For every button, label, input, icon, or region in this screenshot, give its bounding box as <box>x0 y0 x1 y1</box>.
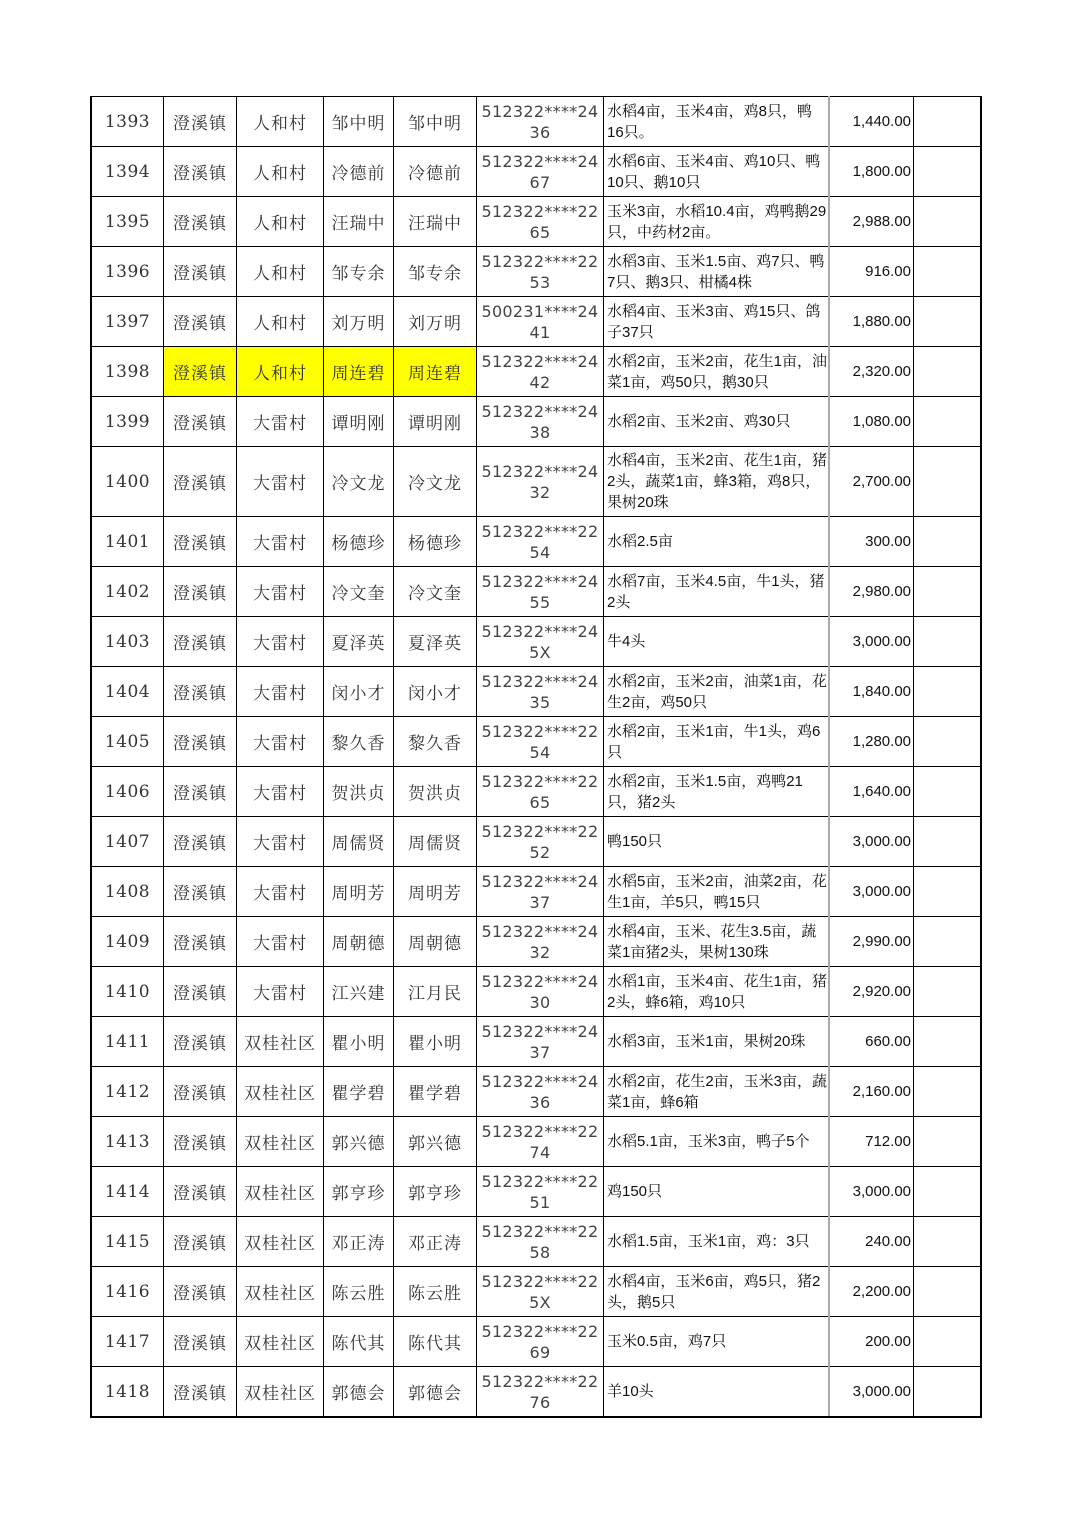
payee-name-cell: 瞿小明 <box>394 1017 477 1067</box>
remark-cell <box>914 347 982 397</box>
table-row <box>91 1217 981 1267</box>
town-cell: 澄溪镇 <box>164 1017 237 1067</box>
town-cell: 澄溪镇 <box>164 1317 237 1367</box>
subsidy-amount-cell: 3,000.00 <box>829 1167 914 1217</box>
village-cell: 双桂社区 <box>237 1017 324 1067</box>
id-number-cell: 512322****2436 <box>477 1067 604 1117</box>
payee-name-cell: 周儒贤 <box>394 817 477 867</box>
town-cell: 澄溪镇 <box>164 717 237 767</box>
remark-cell <box>914 1117 982 1167</box>
remark-cell <box>914 867 982 917</box>
table-row <box>91 297 981 347</box>
town-cell: 澄溪镇 <box>164 1367 237 1418</box>
remark-cell <box>914 1267 982 1317</box>
town-cell: 澄溪镇 <box>164 97 237 147</box>
remark-cell <box>914 717 982 767</box>
payee-name-cell: 瞿学碧 <box>394 1067 477 1117</box>
household-name-cell: 刘万明 <box>324 297 394 347</box>
production-description-cell: 羊10头 <box>604 1367 830 1418</box>
household-name-cell: 冷德前 <box>324 147 394 197</box>
production-description-cell: 鸡150只 <box>604 1167 830 1217</box>
village-cell: 双桂社区 <box>237 1117 324 1167</box>
household-name-cell: 杨德珍 <box>324 517 394 567</box>
row-number: 1398 <box>91 347 164 397</box>
town-cell: 澄溪镇 <box>164 1117 237 1167</box>
remark-cell <box>914 1317 982 1367</box>
id-number-cell: 512322****2438 <box>477 397 604 447</box>
payee-name-cell: 邹专余 <box>394 247 477 297</box>
id-number-cell: 500231****2441 <box>477 297 604 347</box>
row-number: 1397 <box>91 297 164 347</box>
town-cell: 澄溪镇 <box>164 197 237 247</box>
table-row <box>91 617 981 667</box>
remark-cell <box>914 397 982 447</box>
id-number-cell: 512322****2437 <box>477 1017 604 1067</box>
subsidy-amount-cell: 3,000.00 <box>829 617 914 667</box>
production-description-cell: 水稻4亩，玉米、花生3.5亩，蔬菜1亩猪2头，果树130珠 <box>604 917 830 967</box>
payee-name-cell: 汪瑞中 <box>394 197 477 247</box>
remark-cell <box>914 1367 982 1418</box>
subsidy-amount-cell: 3,000.00 <box>829 867 914 917</box>
payee-name-cell: 邹中明 <box>394 97 477 147</box>
remark-cell <box>914 617 982 667</box>
production-description-cell: 水稻2亩、玉米2亩、鸡30只 <box>604 397 830 447</box>
row-number: 1408 <box>91 867 164 917</box>
town-cell: 澄溪镇 <box>164 917 237 967</box>
id-number-cell: 512322****2269 <box>477 1317 604 1367</box>
table-row <box>91 1317 981 1367</box>
subsidy-amount-cell: 2,990.00 <box>829 917 914 967</box>
table-row <box>91 767 981 817</box>
production-description-cell: 水稻3亩，玉米1亩，果树20珠 <box>604 1017 830 1067</box>
household-name-cell: 郭兴德 <box>324 1117 394 1167</box>
household-name-cell: 黎久香 <box>324 717 394 767</box>
subsidy-amount-cell: 2,700.00 <box>829 447 914 517</box>
subsidy-amount-cell: 2,980.00 <box>829 567 914 617</box>
village-cell: 双桂社区 <box>237 1217 324 1267</box>
remark-cell <box>914 147 982 197</box>
household-name-cell: 汪瑞中 <box>324 197 394 247</box>
household-name-cell: 谭明刚 <box>324 397 394 447</box>
town-cell: 澄溪镇 <box>164 347 237 397</box>
household-name-cell: 周连碧 <box>324 347 394 397</box>
town-cell: 澄溪镇 <box>164 1167 237 1217</box>
remark-cell <box>914 97 982 147</box>
id-number-cell: 512322****2265 <box>477 767 604 817</box>
remark-cell <box>914 567 982 617</box>
production-description-cell: 水稻1.5亩，玉米1亩，鸡：3只 <box>604 1217 830 1267</box>
payee-name-cell: 黎久香 <box>394 717 477 767</box>
payee-name-cell: 陈云胜 <box>394 1267 477 1317</box>
household-name-cell: 瞿小明 <box>324 1017 394 1067</box>
village-cell: 大雷村 <box>237 517 324 567</box>
table-row <box>91 1117 981 1167</box>
id-number-cell: 512322****2258 <box>477 1217 604 1267</box>
remark-cell <box>914 1167 982 1217</box>
row-number: 1404 <box>91 667 164 717</box>
village-cell: 大雷村 <box>237 817 324 867</box>
town-cell: 澄溪镇 <box>164 397 237 447</box>
town-cell: 澄溪镇 <box>164 567 237 617</box>
production-description-cell: 水稻2.5亩 <box>604 517 830 567</box>
remark-cell <box>914 517 982 567</box>
production-description-cell: 水稻1亩，玉米4亩、花生1亩，猪2头，蜂6箱，鸡10只 <box>604 967 830 1017</box>
remark-cell <box>914 1067 982 1117</box>
table-row <box>91 147 981 197</box>
table-row <box>91 667 981 717</box>
household-name-cell: 闵小才 <box>324 667 394 717</box>
household-name-cell: 冷文龙 <box>324 447 394 517</box>
town-cell: 澄溪镇 <box>164 517 237 567</box>
town-cell: 澄溪镇 <box>164 967 237 1017</box>
id-number-cell: 512322****2467 <box>477 147 604 197</box>
remark-cell <box>914 247 982 297</box>
production-description-cell: 水稻5.1亩，玉米3亩，鸭子5个 <box>604 1117 830 1167</box>
production-description-cell: 玉米3亩，水稻10.4亩，鸡鸭鹅29只，中药材2亩。 <box>604 197 830 247</box>
row-number: 1414 <box>91 1167 164 1217</box>
table-row <box>91 347 981 397</box>
subsidy-amount-cell: 3,000.00 <box>829 817 914 867</box>
production-description-cell: 牛4头 <box>604 617 830 667</box>
table-row <box>91 97 981 147</box>
subsidy-amount-cell: 2,160.00 <box>829 1067 914 1117</box>
village-cell: 人和村 <box>237 347 324 397</box>
payee-name-cell: 谭明刚 <box>394 397 477 447</box>
row-number: 1412 <box>91 1067 164 1117</box>
row-number: 1400 <box>91 447 164 517</box>
table-row <box>91 1167 981 1217</box>
id-number-cell: 512322****2254 <box>477 717 604 767</box>
payee-name-cell: 邓正涛 <box>394 1217 477 1267</box>
payee-name-cell: 周朝德 <box>394 917 477 967</box>
id-number-cell: 512322****2276 <box>477 1367 604 1418</box>
subsidy-amount-cell: 660.00 <box>829 1017 914 1067</box>
town-cell: 澄溪镇 <box>164 617 237 667</box>
row-number: 1415 <box>91 1217 164 1267</box>
row-number: 1410 <box>91 967 164 1017</box>
subsidy-amount-cell: 200.00 <box>829 1317 914 1367</box>
village-cell: 人和村 <box>237 97 324 147</box>
village-cell: 双桂社区 <box>237 1067 324 1117</box>
payee-name-cell: 杨德珍 <box>394 517 477 567</box>
remark-cell <box>914 1217 982 1267</box>
subsidy-amount-cell: 3,000.00 <box>829 1367 914 1418</box>
household-name-cell: 冷文奎 <box>324 567 394 617</box>
row-number: 1396 <box>91 247 164 297</box>
village-cell: 大雷村 <box>237 617 324 667</box>
town-cell: 澄溪镇 <box>164 447 237 517</box>
table-row <box>91 967 981 1017</box>
subsidy-amount-cell: 1,280.00 <box>829 717 914 767</box>
id-number-cell: 512322****2435 <box>477 667 604 717</box>
household-name-cell: 邹中明 <box>324 97 394 147</box>
table-row <box>91 1067 981 1117</box>
town-cell: 澄溪镇 <box>164 1267 237 1317</box>
production-description-cell: 水稻2亩，玉米2亩，花生1亩，油菜1亩，鸡50只，鹅30只 <box>604 347 830 397</box>
payee-name-cell: 闵小才 <box>394 667 477 717</box>
village-cell: 大雷村 <box>237 867 324 917</box>
table-row <box>91 917 981 967</box>
table-row <box>91 1017 981 1067</box>
production-description-cell: 水稻4亩，玉米2亩、花生1亩，猪2头，蔬菜1亩，蜂3箱，鸡8只，果树20珠 <box>604 447 830 517</box>
id-number-cell: 512322****2252 <box>477 817 604 867</box>
subsidy-amount-cell: 300.00 <box>829 517 914 567</box>
payee-name-cell: 江月民 <box>394 967 477 1017</box>
table-row <box>91 517 981 567</box>
subsidy-amount-cell: 2,200.00 <box>829 1267 914 1317</box>
household-name-cell: 周儒贤 <box>324 817 394 867</box>
remark-cell <box>914 667 982 717</box>
town-cell: 澄溪镇 <box>164 247 237 297</box>
id-number-cell: 512322****225X <box>477 1267 604 1317</box>
id-number-cell: 512322****2430 <box>477 967 604 1017</box>
village-cell: 大雷村 <box>237 717 324 767</box>
village-cell: 双桂社区 <box>237 1167 324 1217</box>
household-name-cell: 周朝德 <box>324 917 394 967</box>
household-name-cell: 周明芳 <box>324 867 394 917</box>
subsidy-amount-cell: 1,080.00 <box>829 397 914 447</box>
id-number-cell: 512322****2442 <box>477 347 604 397</box>
id-number-cell: 512322****2432 <box>477 917 604 967</box>
table-row <box>91 197 981 247</box>
village-cell: 人和村 <box>237 297 324 347</box>
table-row <box>91 397 981 447</box>
id-number-cell: 512322****2455 <box>477 567 604 617</box>
production-description-cell: 鸭150只 <box>604 817 830 867</box>
village-cell: 大雷村 <box>237 397 324 447</box>
payee-name-cell: 陈代其 <box>394 1317 477 1367</box>
subsidy-amount-cell: 1,840.00 <box>829 667 914 717</box>
household-name-cell: 瞿学碧 <box>324 1067 394 1117</box>
table-row <box>91 1367 981 1418</box>
row-number: 1416 <box>91 1267 164 1317</box>
village-cell: 双桂社区 <box>237 1317 324 1367</box>
id-number-cell: 512322****2436 <box>477 97 604 147</box>
remark-cell <box>914 197 982 247</box>
subsidy-amount-cell: 712.00 <box>829 1117 914 1167</box>
remark-cell <box>914 1017 982 1067</box>
village-cell: 双桂社区 <box>237 1367 324 1418</box>
payee-name-cell: 夏泽英 <box>394 617 477 667</box>
row-number: 1403 <box>91 617 164 667</box>
row-number: 1417 <box>91 1317 164 1367</box>
village-cell: 大雷村 <box>237 917 324 967</box>
table-row <box>91 567 981 617</box>
row-number: 1405 <box>91 717 164 767</box>
row-number: 1393 <box>91 97 164 147</box>
household-name-cell: 贺洪贞 <box>324 767 394 817</box>
id-number-cell: 512322****2254 <box>477 517 604 567</box>
town-cell: 澄溪镇 <box>164 147 237 197</box>
production-description-cell: 水稻4亩，玉米6亩，鸡5只，猪2头，鹅5只 <box>604 1267 830 1317</box>
town-cell: 澄溪镇 <box>164 1067 237 1117</box>
household-name-cell: 陈代其 <box>324 1317 394 1367</box>
town-cell: 澄溪镇 <box>164 867 237 917</box>
village-cell: 人和村 <box>237 247 324 297</box>
household-name-cell: 郭德会 <box>324 1367 394 1418</box>
subsidy-amount-cell: 2,920.00 <box>829 967 914 1017</box>
production-description-cell: 水稻4亩，玉米4亩，鸡8只，鸭16只。 <box>604 97 830 147</box>
id-number-cell: 512322****2437 <box>477 867 604 917</box>
village-cell: 人和村 <box>237 147 324 197</box>
town-cell: 澄溪镇 <box>164 297 237 347</box>
subsidy-amount-cell: 1,880.00 <box>829 297 914 347</box>
row-number: 1399 <box>91 397 164 447</box>
production-description-cell: 水稻6亩、玉米4亩、鸡10只、鸭10只、鹅10只 <box>604 147 830 197</box>
subsidy-table <box>90 96 982 1418</box>
remark-cell <box>914 767 982 817</box>
table-row <box>91 867 981 917</box>
village-cell: 大雷村 <box>237 567 324 617</box>
subsidy-amount-cell: 240.00 <box>829 1217 914 1267</box>
village-cell: 大雷村 <box>237 447 324 517</box>
id-number-cell: 512322****2251 <box>477 1167 604 1217</box>
household-name-cell: 陈云胜 <box>324 1267 394 1317</box>
production-description-cell: 水稻7亩，玉米4.5亩，牛1头，猪2头 <box>604 567 830 617</box>
village-cell: 大雷村 <box>237 967 324 1017</box>
table-row <box>91 1267 981 1317</box>
village-cell: 双桂社区 <box>237 1267 324 1317</box>
town-cell: 澄溪镇 <box>164 1217 237 1267</box>
subsidy-amount-cell: 1,800.00 <box>829 147 914 197</box>
remark-cell <box>914 917 982 967</box>
table-row <box>91 817 981 867</box>
row-number: 1402 <box>91 567 164 617</box>
subsidy-amount-cell: 1,640.00 <box>829 767 914 817</box>
row-number: 1401 <box>91 517 164 567</box>
id-number-cell: 512322****245X <box>477 617 604 667</box>
payee-name-cell: 郭亨珍 <box>394 1167 477 1217</box>
household-name-cell: 夏泽英 <box>324 617 394 667</box>
remark-cell <box>914 817 982 867</box>
payee-name-cell: 郭兴德 <box>394 1117 477 1167</box>
payee-name-cell: 冷文奎 <box>394 567 477 617</box>
payee-name-cell: 郭德会 <box>394 1367 477 1418</box>
subsidy-amount-cell: 2,320.00 <box>829 347 914 397</box>
production-description-cell: 玉米0.5亩，鸡7只 <box>604 1317 830 1367</box>
town-cell: 澄溪镇 <box>164 767 237 817</box>
remark-cell <box>914 967 982 1017</box>
id-number-cell: 512322****2432 <box>477 447 604 517</box>
town-cell: 澄溪镇 <box>164 817 237 867</box>
production-description-cell: 水稻4亩、玉米3亩、鸡15只、鸽子37只 <box>604 297 830 347</box>
village-cell: 人和村 <box>237 197 324 247</box>
production-description-cell: 水稻2亩，玉米1.5亩，鸡鸭21只，猪2头 <box>604 767 830 817</box>
village-cell: 大雷村 <box>237 767 324 817</box>
payee-name-cell: 冷德前 <box>394 147 477 197</box>
table-row <box>91 247 981 297</box>
id-number-cell: 512322****2274 <box>477 1117 604 1167</box>
subsidy-amount-cell: 916.00 <box>829 247 914 297</box>
row-number: 1395 <box>91 197 164 247</box>
id-number-cell: 512322****2265 <box>477 197 604 247</box>
id-number-cell: 512322****2253 <box>477 247 604 297</box>
remark-cell <box>914 447 982 517</box>
household-name-cell: 郭亨珍 <box>324 1167 394 1217</box>
payee-name-cell: 贺洪贞 <box>394 767 477 817</box>
row-number: 1409 <box>91 917 164 967</box>
table-body <box>91 97 981 1418</box>
payee-name-cell: 周明芳 <box>394 867 477 917</box>
row-number: 1413 <box>91 1117 164 1167</box>
table-row <box>91 447 981 517</box>
household-name-cell: 邓正涛 <box>324 1217 394 1267</box>
payee-name-cell: 刘万明 <box>394 297 477 347</box>
row-number: 1418 <box>91 1367 164 1418</box>
row-number: 1407 <box>91 817 164 867</box>
row-number: 1411 <box>91 1017 164 1067</box>
row-number: 1406 <box>91 767 164 817</box>
production-description-cell: 水稻5亩，玉米2亩，油菜2亩，花生1亩，羊5只，鸭15只 <box>604 867 830 917</box>
production-description-cell: 水稻3亩、玉米1.5亩、鸡7只、鸭7只、鹅3只、柑橘4株 <box>604 247 830 297</box>
table-row <box>91 717 981 767</box>
payee-name-cell: 冷文龙 <box>394 447 477 517</box>
village-cell: 大雷村 <box>237 667 324 717</box>
household-name-cell: 邹专余 <box>324 247 394 297</box>
production-description-cell: 水稻2亩，玉米1亩，牛1头，鸡6只 <box>604 717 830 767</box>
subsidy-amount-cell: 2,988.00 <box>829 197 914 247</box>
remark-cell <box>914 297 982 347</box>
town-cell: 澄溪镇 <box>164 667 237 717</box>
production-description-cell: 水稻2亩，花生2亩，玉米3亩，蔬菜1亩，蜂6箱 <box>604 1067 830 1117</box>
payee-name-cell: 周连碧 <box>394 347 477 397</box>
household-name-cell: 江兴建 <box>324 967 394 1017</box>
row-number: 1394 <box>91 147 164 197</box>
production-description-cell: 水稻2亩，玉米2亩，油菜1亩，花生2亩，鸡50只 <box>604 667 830 717</box>
subsidy-amount-cell: 1,440.00 <box>829 97 914 147</box>
